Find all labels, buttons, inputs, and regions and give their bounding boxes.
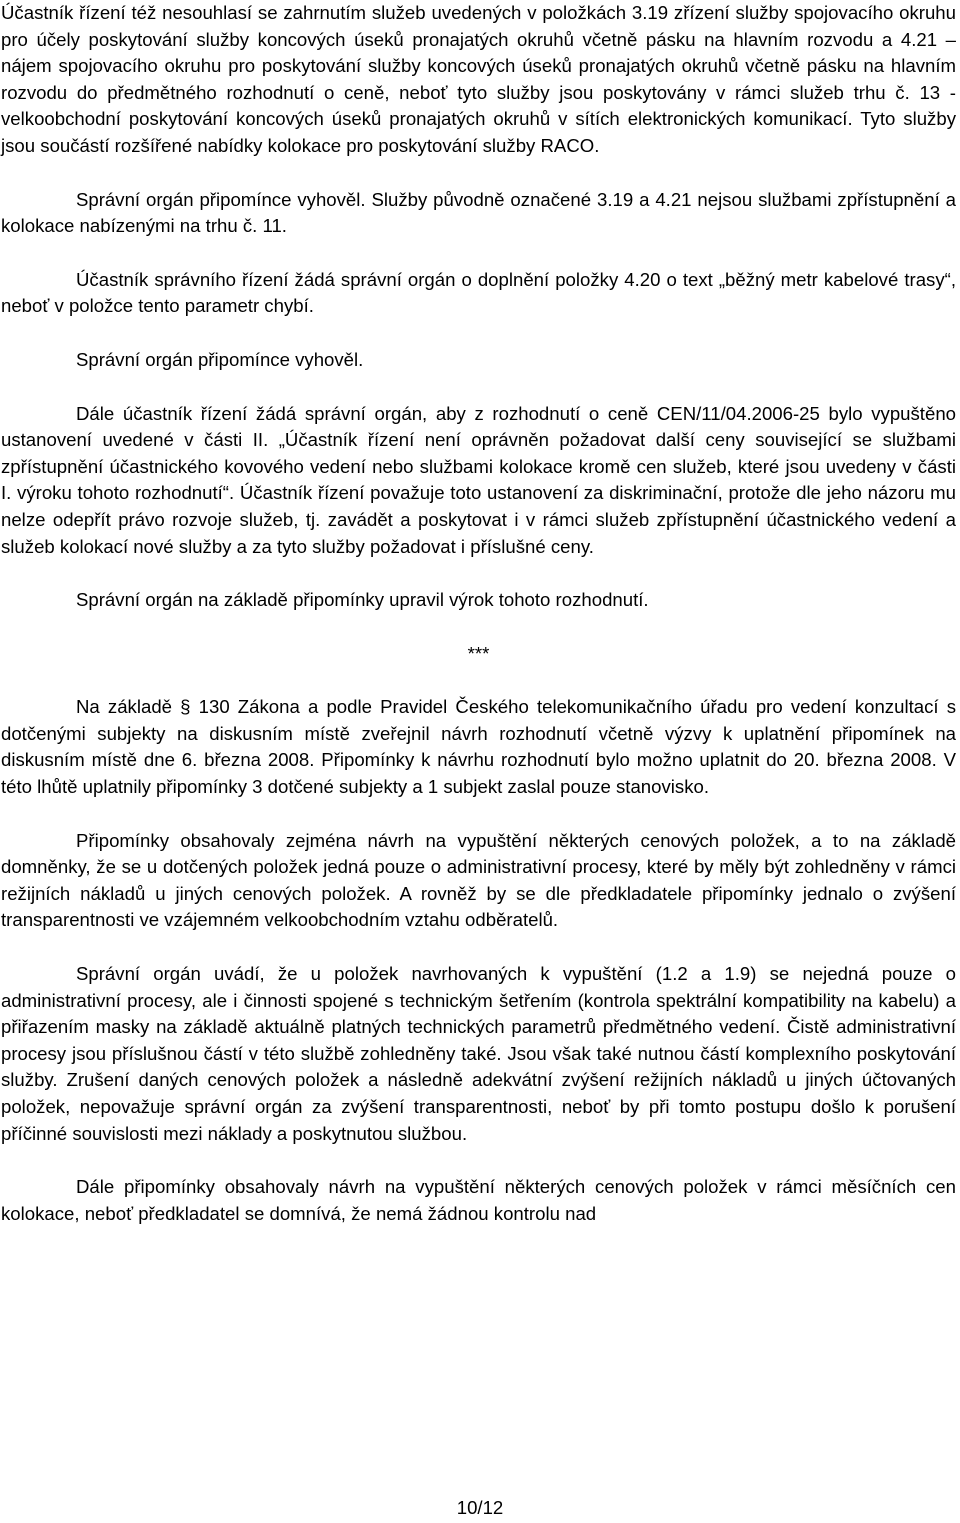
paragraph-objection-item-420: Účastník správního řízení žádá správní orgán o doplnění položky 4.20 o text „běžný metr kabelové trasy“, neboť v položce tento parametr chybí. bbox=[1, 268, 956, 317]
paragraph-objection-services: Účastník řízení též nesouhlasí se zahrnutím služeb uvedených v položkách 3.19 zřízení služby spojovacího okruhu pro účely poskytování služby koncových úseků pronajatých okruhů včetně pásku na hlavním rozvodu a 4.21 – nájem spojovacího okruhu pro poskytování služby koncových úseků pronajatých okruhů včetně pásku na hlavním rozvodu do předmětného rozhodnutí o ceně, neboť tyto služby jsou poskytovány v rámci služeb trhu č. 13 - velkoobchodní poskytování koncových úseků pronajatých okruhů v sítích elektronických komunikací. Tyto služby jsou součástí rozšířené nabídky kolokace pro poskytování služby RACO. bbox=[1, 2, 956, 156]
paragraph-authority-statement: Správní orgán uvádí, že u položek navrhovaných k vypuštění (1.2 a 1.9) se nejedná pouze o administrativní procesy, ale i činnosti spojené s technickým šetřením (kontrola spektrální kompatibility na kabelu) a přiřazením masky na základě aktuálně platných technických parametrů předmětného vedení. Čistě administrativní procesy jsou příslušnou částí v této službě zohledněny také. Jsou však také nutnou částí komplexního poskytování služby. Zrušení daných cenových položek a následně adekvátní zvýšení režijních nákladů u jiných účtovaných položek, nepovažuje správní orgán za zvýšení transparentnosti, neboť by při tomto postupu došlo k porušení příčinné souvislosti mezi náklady a poskytnutou službou. bbox=[1, 963, 956, 1144]
paragraph-response-2: Správní orgán připomínce vyhověl. bbox=[76, 348, 364, 370]
document-body bbox=[1, 0, 956, 1227]
paragraph-gap bbox=[1, 614, 956, 641]
paragraph-gap bbox=[1, 934, 956, 961]
paragraph-consultation: Na základě § 130 Zákona a podle Pravidel Českého telekomunikačního úřadu pro vedení konzultací s dotčenými subjekty na diskusním místě zveřejnil návrh rozhodnutí včetně výzvy k uplatnění připomínek na diskusním místě dne 6. března 2008. Připomínky k návrhu rozhodnutí bylo možno uplatnit do 20. března 2008. V této lhůtě uplatnily připomínky 3 dotčené subjekty a 1 subjekt zaslal pouze stanovisko. bbox=[1, 696, 956, 798]
page-number: 10/12 bbox=[456, 1497, 504, 1518]
paragraph-response-1: Správní orgán připomínce vyhověl. Služby původně označené 3.19 a 4.21 nejsou službami zpřístupnění a kolokace nabízenými na trhu č. 11. bbox=[1, 188, 956, 237]
paragraph-gap bbox=[1, 160, 956, 187]
paragraph-gap bbox=[1, 374, 956, 401]
paragraph-gap bbox=[1, 320, 956, 347]
paragraph-gap bbox=[1, 560, 956, 587]
section-separator: *** bbox=[467, 642, 490, 664]
paragraph-collocation-comments: Dále připomínky obsahovaly návrh na vypuštění některých cenových položek v rámci měsíčních cen kolokace, neboť předkladatel se domnívá, že nemá žádnou kontrolu nad bbox=[1, 1176, 956, 1224]
paragraph-gap bbox=[1, 667, 956, 694]
paragraph-gap bbox=[1, 1147, 956, 1174]
paragraph-gap bbox=[1, 801, 956, 828]
paragraph-gap bbox=[1, 240, 956, 267]
paragraph-objection-provision: Dále účastník řízení žádá správní orgán, aby z rozhodnutí o ceně CEN/11/04.2006-25 bylo vypuštěno ustanovení uvedené v části II. „Účastník řízení není oprávněn požadovat další ceny související se službami zpřístupnění účastnického kovového vedení nebo službami kolokace kromě cen služeb, které jsou uvedeny v části I. výroku tohoto rozhodnutí“. Účastník řízení považuje toto ustanovení za diskriminační, protože dle jeho názoru mu nelze odepřít právo rozvoje služeb, tj. zavádět a poskytovat i v rámci služeb zpřístupnění účastnického vedení a služeb kolokací nové služby a za tyto služby požadovat i příslušné ceny. bbox=[1, 402, 956, 557]
paragraph-comments-summary: Připomínky obsahovaly zejména návrh na vypuštění některých cenových položek, a to na základě domněnky, že se u dotčených položek jedná pouze o administrativní procesy, které by měly být zohledněny v rámci režijních nákladů u jiných cenových položek. A rovněž by se dle předkladatele připomínky jednalo o zvýšení transparentnosti ve vzájemném velkoobchodním vztahu odběratelů. bbox=[1, 829, 956, 931]
paragraph-response-3: Správní orgán na základě připomínky upravil výrok tohoto rozhodnutí. bbox=[76, 589, 649, 611]
